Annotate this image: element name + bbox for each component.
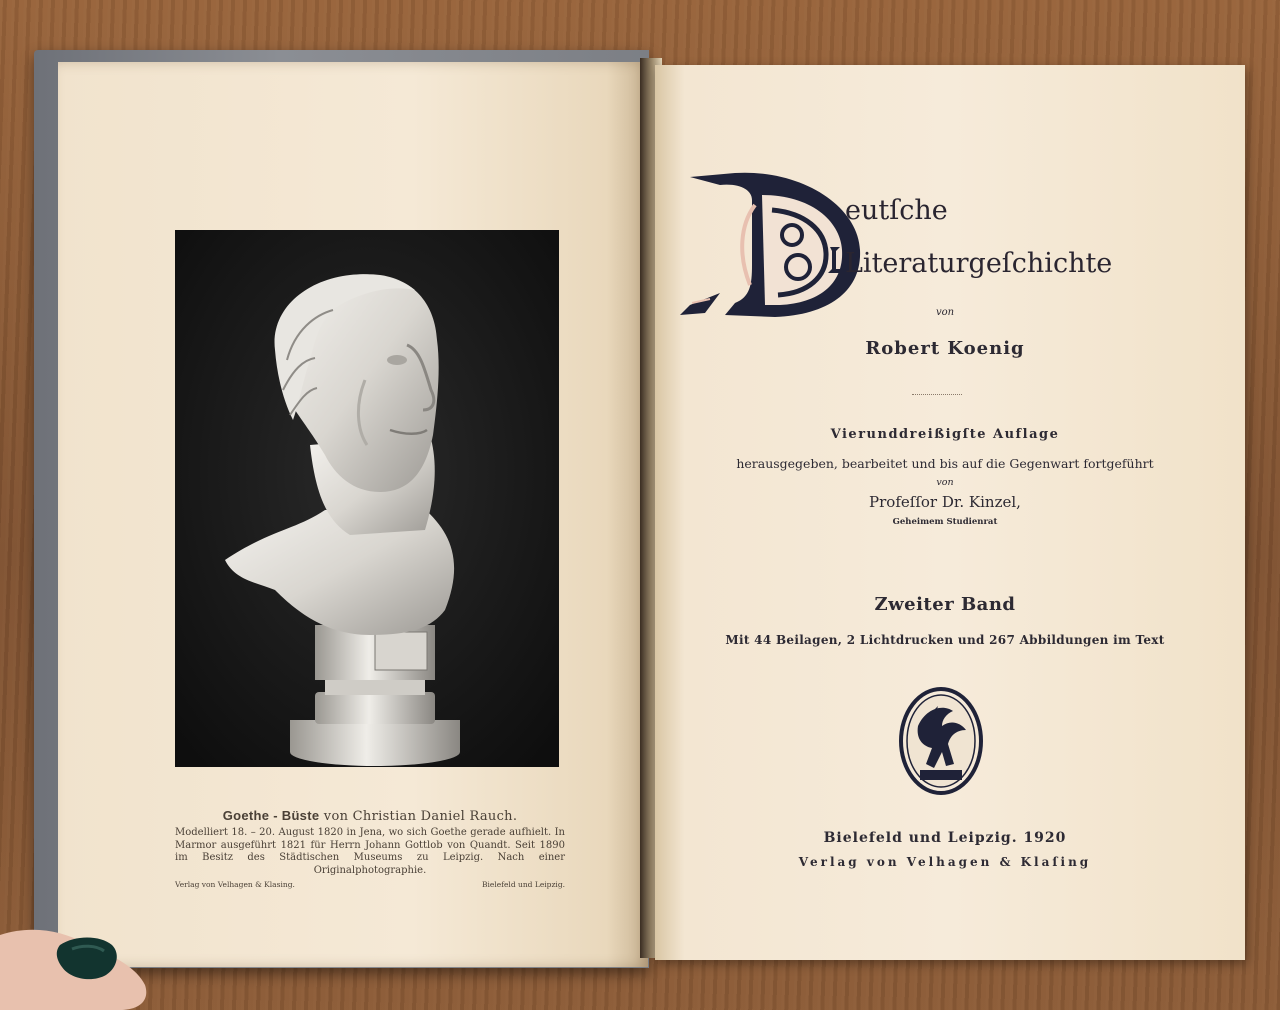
contents-line: Mit 44 Beilagen, 2 Lichtdrucken und 267 Abbildungen im Text [725, 633, 1165, 647]
caption-title-bold: Goethe - Büste [222, 808, 320, 823]
publisher-line: Verlag von Velhagen & Klaſing [798, 855, 1092, 869]
book-title [680, 165, 1200, 325]
divider-rule [912, 394, 962, 395]
place-and-year: Bielefeld und Leipzig. 1920 [823, 830, 1067, 846]
edition-line: Vierunddreißigſte Auflage [830, 427, 1060, 442]
editor-title: Geheimem Studienrat [892, 517, 998, 527]
editor-description: herausgegeben, bearbeitet und bis auf die Gegenwart fortgeführt [736, 456, 1154, 471]
caption-footer [175, 880, 565, 889]
hand-photo-detail [0, 905, 160, 1010]
von-label-2: von [936, 477, 954, 488]
photo-caption [175, 808, 565, 889]
title-line-2: Literaturgeſchichte [845, 248, 1113, 279]
caption-title-rest: von Christian Daniel Rauch. [319, 809, 518, 824]
von-label: von [935, 307, 955, 318]
caption-footer-right: Bielefeld und Leipzig. [482, 880, 565, 889]
editor-name: Profeſſor Dr. Kinzel, [869, 493, 1021, 511]
author-name: Robert Koenig [865, 338, 1025, 359]
publisher-griffin-emblem [898, 686, 984, 796]
volume-label: Zweiter Band [874, 594, 1016, 615]
title-line-1: eutſche [845, 195, 948, 226]
caption-title [175, 808, 565, 824]
goethe-bust-photo [175, 230, 559, 767]
caption-text: Modelliert 18. – 20. August 1820 in Jena, wo sich Goethe gerade aufhielt. In Marmor ausgeführt 1821 für Herrn Johann Gottlob von Quandt. Seit 1890 im Besitz des Städtischen Museums zu Leipzig. Nach einer Originalphotographie. [175, 827, 565, 876]
decorated-initial-l [826, 245, 846, 275]
caption-footer-left: Verlag von Velhagen & Klasing. [175, 880, 295, 889]
